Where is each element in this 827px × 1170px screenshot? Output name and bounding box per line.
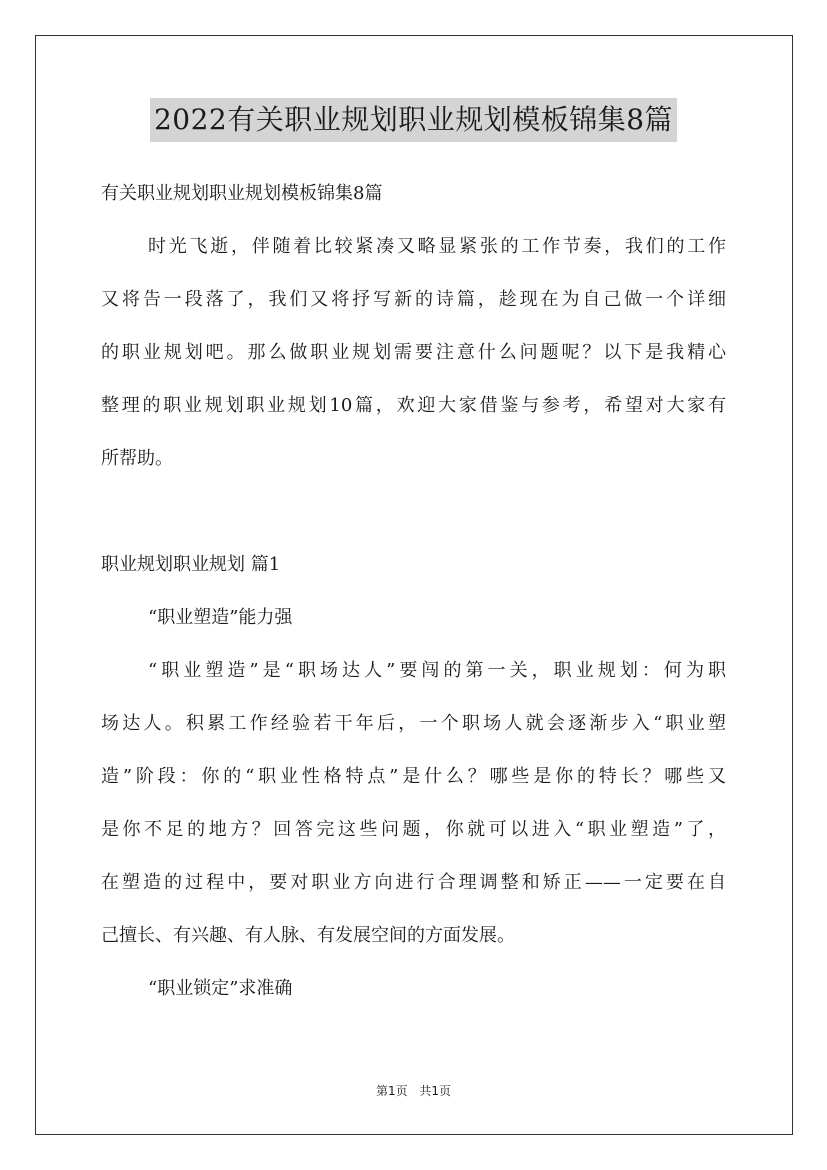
paragraph-line: 造”阶段：你的“职业性格特点”是什么？哪些是你的特长？哪些又 — [101, 766, 726, 787]
paragraph-line: 己擅长、有兴趣、有人脉、有发展空间的方面发展。 — [101, 925, 515, 946]
intro-line: 所帮助。 — [101, 448, 173, 469]
sub-heading: “职业锁定”求准确 — [148, 978, 293, 999]
intro-line: 时光飞逝，伴随着比较紧凑又略显紧张的工作节奏，我们的工作 — [148, 236, 726, 257]
title-container — [0, 98, 827, 142]
sub-heading: “职业塑造”能力强 — [148, 607, 293, 628]
paragraph-line: “职业塑造”是“职场达人”要闯的第一关，职业规划：何为职 — [148, 660, 726, 681]
paragraph-line: 场达人。积累工作经验若干年后，一个职场人就会逐渐步入“职业塑 — [101, 713, 726, 734]
intro-line: 的职业规划吧。那么做职业规划需要注意什么问题呢？以下是我精心 — [101, 342, 726, 363]
document-subtitle: 有关职业规划职业规划模板锦集8篇 — [101, 183, 383, 204]
intro-line: 整理的职业规划职业规划10篇，欢迎大家借鉴与参考，希望对大家有 — [101, 395, 726, 416]
blank-line — [101, 490, 726, 543]
page-number: 第1页 — [375, 1084, 408, 1098]
document-title: 2022有关职业规划职业规划模板锦集8篇 — [150, 98, 677, 142]
section-heading: 职业规划职业规划 篇1 — [101, 554, 281, 575]
paragraph-line: 在塑造的过程中，要对职业方向进行合理调整和矫正——一定要在自 — [101, 872, 726, 893]
paragraph-line: 是你不足的地方？回答完这些问题，你就可以进入“职业塑造”了， — [101, 819, 726, 840]
page-total: 共1页 — [419, 1084, 452, 1098]
page-footer — [0, 1082, 827, 1099]
intro-line: 又将告一段落了，我们又将抒写新的诗篇，趁现在为自己做一个详细 — [101, 289, 726, 310]
document-body — [101, 172, 726, 1020]
